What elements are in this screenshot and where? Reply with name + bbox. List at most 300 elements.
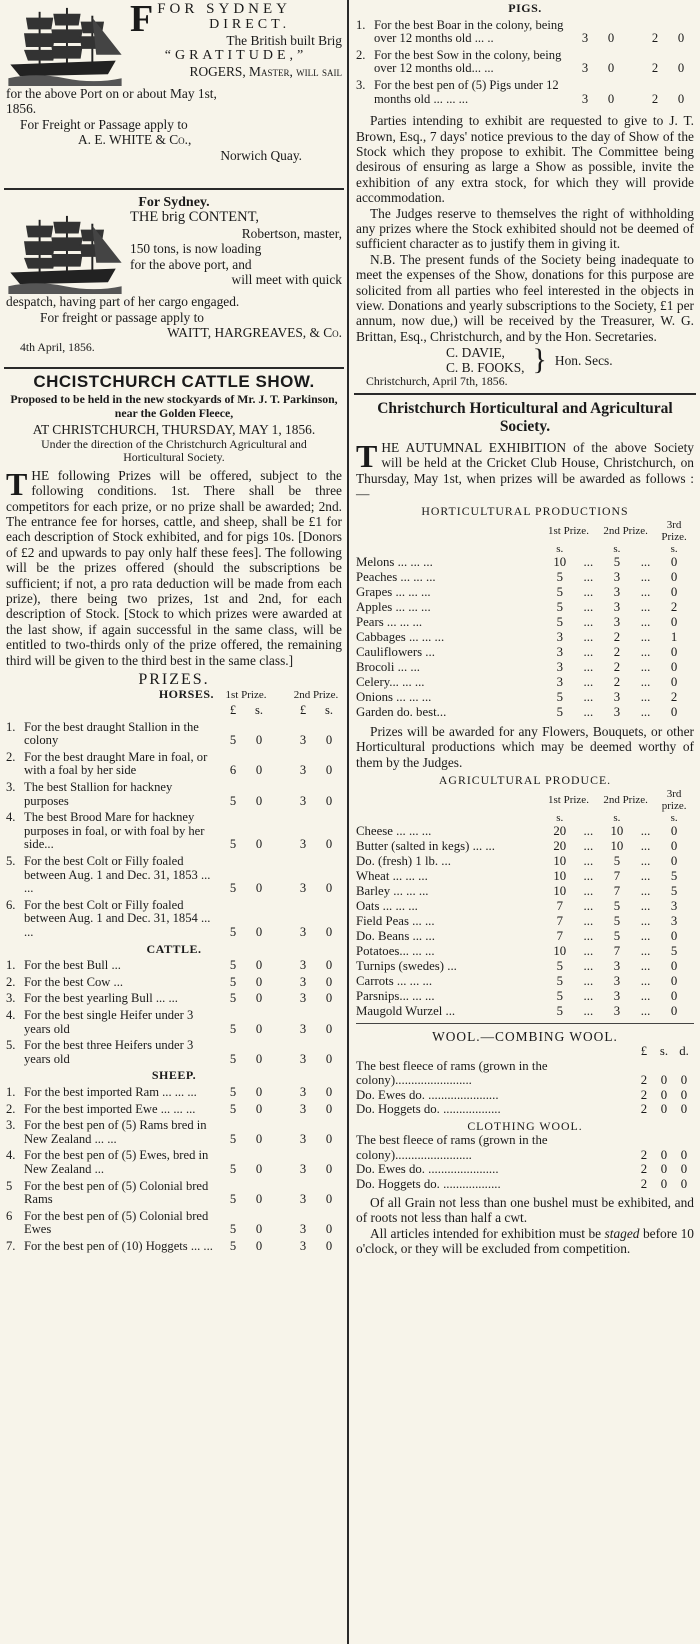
first-shillings: 0 (255, 1238, 263, 1253)
prize-description: For the best imported Ram ... ... ... (24, 1084, 197, 1099)
item-name: Parsnips... ... ... (356, 988, 435, 1003)
pounds: 2 (640, 1087, 648, 1102)
drop-cap-f: F (130, 0, 154, 40)
exhibit-paragraph: Parties intending to exhibit are requested to give to J. T. Brown, Esq., 7 days' notice previous to the day of Show of the Stock which they propose to exhibit. The Committee being desirous of ensuring as large a Show as possible, invite the exhibition of any extra stock, for which they will provide accommodation. (356, 113, 694, 206)
first-pounds: 5 (229, 1161, 237, 1176)
first-pounds: 5 (229, 1084, 237, 1099)
ad2-agent: WAITT, HARGREAVES, & Co. (167, 325, 342, 341)
cattle-show-when: AT CHRISTCHURCH, THURSDAY, MAY 1, 1856. (32, 422, 316, 438)
third-prize: 5 (670, 883, 678, 898)
sheep-prize-row (6, 1103, 342, 1120)
prize-description: The best Stallion for hackney purposes (24, 780, 173, 808)
sheep-prize-row (6, 1210, 342, 1240)
ad1-line5: for the above Port on or about May 1st, (6, 86, 217, 101)
second-shillings: 0 (325, 1101, 333, 1116)
horses-heading: HORSES. (158, 686, 214, 701)
item-name: Field Peas ... ... (356, 913, 435, 928)
ad1-agent: A. E. WHITE & Co., (78, 132, 192, 148)
grain-paragraph: Of all Grain not less than one bushel must be exhibited, and of roots not less than half a cwt. (356, 1195, 694, 1226)
first-prize: 5 (556, 569, 563, 584)
combing-list (356, 1059, 694, 1117)
second-shillings: 0 (325, 1192, 333, 1207)
second-pounds: 3 (299, 793, 307, 808)
first-shillings: 0 (255, 733, 263, 748)
second-prize: 5 (613, 928, 621, 943)
secretary-1: C. DAVIE, (446, 345, 505, 361)
prize-number: 3. (6, 1118, 16, 1133)
sheep-prize-row (6, 1180, 342, 1210)
horticultural-row: Celery... ... ... 3 ... 2 ... 0 (356, 675, 694, 690)
ad2-line6: despatch, having part of her cargo engaged. (6, 294, 240, 310)
prize-description: For the best yearling Bull ... ... (24, 991, 178, 1006)
ap-col1: 1st Prize. (548, 793, 589, 806)
ad1-line6: 1856. (6, 101, 37, 117)
horticultural-row: Melons ... ... ... 10 ... 5 ... 0 (356, 555, 694, 570)
clothing-wool-row (356, 1162, 694, 1177)
pig-prize-row (356, 19, 694, 49)
third-prize: 0 (670, 614, 678, 629)
first-prize: 7 (556, 913, 563, 928)
left-column (0, 0, 346, 1256)
second-shillings: 0 (325, 1131, 333, 1146)
first-pounds: 5 (229, 1131, 237, 1146)
prize-number: 2. (6, 1101, 16, 1116)
pig-prize-row (356, 79, 694, 109)
first-pounds: 5 (229, 837, 237, 852)
prize-number: 5. (6, 1038, 16, 1053)
horticultural-row: Cauliflowers ... 3 ... 2 ... 0 (356, 645, 694, 660)
second-pounds: 3 (299, 1161, 307, 1176)
first-shillings: 0 (607, 61, 615, 76)
third-prize: 0 (670, 644, 678, 659)
first-pounds: 5 (229, 974, 237, 989)
judges-paragraph: The Judges reserve to themselves the right of withholding any prizes where the Stock exhibited should not be deemed of sufficient character as to justify them in giving it. (356, 205, 694, 252)
right-column (350, 0, 700, 1257)
second-pounds: 3 (299, 881, 307, 896)
hp-list (356, 555, 694, 720)
second-shillings: 0 (325, 925, 333, 939)
s-label: s. (670, 811, 678, 824)
shillings: 0 (660, 1073, 668, 1087)
item-name: Carrots ... ... ... (356, 973, 433, 988)
hp-col2: 2nd Prize. (603, 524, 648, 537)
staged-text-2: before 10 o'clock, or they will be excluded from competition. (356, 1225, 694, 1257)
sheep-list (6, 1086, 342, 1257)
second-pounds: 3 (299, 763, 307, 778)
clothing-heading: CLOTHING WOOL. (467, 1118, 583, 1133)
first-prize: 5 (556, 973, 563, 988)
second-prize: 7 (613, 868, 621, 883)
third-prize: 0 (670, 554, 678, 569)
horticultural-row: Cabbages ... ... ... 3 ... 2 ... 1 (356, 630, 694, 645)
item-name: Turnips (swedes) ... (356, 958, 457, 973)
hon-secs-label: Hon. Secs. (554, 352, 613, 368)
first-shillings: 0 (255, 837, 263, 852)
ad1-ship-name: “GRATITUDE,” (164, 48, 308, 64)
prize-description: For the best Cow ... (24, 974, 123, 989)
second-shillings: 0 (325, 1222, 333, 1237)
first-shillings: 0 (607, 31, 615, 46)
first-pounds: 3 (581, 31, 589, 46)
second-prize: 3 (613, 614, 621, 629)
prize-description: For the best pen of (5) Rams bred in New Zealand ... ... (24, 1118, 207, 1146)
second-prize: 3 (613, 584, 621, 599)
item-name: Do. (fresh) 1 lb. ... (356, 853, 451, 868)
agricultural-row: Cheese ... ... ... 20 ... 10 ... 0 (356, 824, 694, 839)
horticultural-row: Pears ... ... ... 5 ... 3 ... 0 (356, 615, 694, 630)
ad2-title: For Sydney. (138, 195, 210, 210)
second-pounds: 3 (299, 1222, 307, 1237)
cattle-prize-row (6, 1009, 342, 1039)
second-pounds: 3 (299, 1192, 307, 1207)
s-label: s. (670, 542, 678, 555)
first-shillings: 0 (255, 1021, 263, 1036)
pence-symbol: d. (679, 1044, 689, 1058)
horticultural-table (356, 519, 694, 720)
horti-title: Christchurch Horticultural and Agricultural Society. (377, 399, 673, 435)
second-prize: 3 (613, 973, 621, 988)
third-prize: 3 (670, 913, 678, 928)
prize-number: 3. (6, 991, 16, 1006)
second-shillings: 0 (325, 1161, 333, 1176)
second-prize: 10 (610, 838, 624, 853)
pence: 0 (680, 1087, 688, 1102)
horse-prize-row (6, 899, 342, 943)
second-pounds: 2 (651, 91, 659, 106)
agricultural-row: Parsnips... ... ... 5 ... 3 ... 0 (356, 989, 694, 1004)
pigs-list (356, 19, 694, 110)
third-prize: 5 (670, 943, 678, 958)
sheep-prize-row (6, 1149, 342, 1179)
first-shillings: 0 (255, 793, 263, 808)
second-pounds: 3 (299, 974, 307, 989)
s-label: s. (556, 542, 564, 555)
first-pounds: 3 (581, 91, 589, 106)
second-pounds: 3 (299, 1084, 307, 1099)
shillings: 0 (660, 1087, 668, 1102)
first-pounds: 5 (229, 1238, 237, 1253)
ad1-address: Norwich Quay. (220, 147, 302, 163)
horticultural-row: Apples ... ... ... 5 ... 3 ... 2 (356, 600, 694, 615)
third-prize: 1 (670, 629, 678, 644)
prize-description: For the best draught Stallion in the colony (24, 719, 199, 748)
first-prize: 5 (556, 704, 563, 719)
nb-paragraph: N.B. The present funds of the Society being inadequate to meet the expenses of the Show, donations for this purpose are solicited from all parties who feel interested in the objects in view. Donations and yearly subscriptions to the Society, £1 per annum, now due,) will be received by the Treasurer, W. G. Brittan, Esq., Christchurch, and by the Hon. Secretaries. (356, 251, 694, 344)
third-prize: 0 (670, 838, 678, 853)
agricultural-row: Do. Beans ... ... 7 ... 5 ... 0 (356, 929, 694, 944)
advert-content (6, 195, 342, 363)
item-name: Cauliflowers ... (356, 644, 435, 659)
first-shillings: 0 (255, 974, 263, 989)
prize-description: For the best three Heifers under 3 years old (24, 1038, 194, 1066)
agricultural-table (356, 788, 694, 1019)
first-pounds: 5 (229, 793, 237, 808)
agricultural-row: Barley ... ... ... 10 ... 7 ... 5 (356, 884, 694, 899)
prize-description: For the best pen of (5) Ewes, bred in New Zealand ... (24, 1148, 209, 1176)
cattle-show-proposed: Proposed to be held in the new stockyards of Mr. J. T. Parkinson, near the Golden Fleece, (10, 392, 338, 420)
rule (356, 1023, 694, 1024)
sheep-heading: SHEEP. (151, 1068, 197, 1083)
wool-item: Do. Hoggets do. .................. (356, 1176, 501, 1191)
prize-description: For the best pen of (5) Colonial bred Ewes (24, 1208, 209, 1237)
sheep-prize-row (6, 1119, 342, 1149)
third-prize: 0 (670, 853, 678, 868)
third-prize: 0 (670, 569, 678, 584)
third-prize: 0 (670, 674, 678, 689)
first-shillings: 0 (255, 958, 263, 973)
pigs-heading: PIGS. (508, 1, 542, 15)
second-prize: 2 (613, 644, 621, 659)
item-name: Melons ... ... ... (356, 554, 433, 569)
col-first-prize: 1st Prize. (225, 689, 267, 702)
first-prize: 10 (553, 883, 567, 898)
item-name: Brocoli ... ... (356, 659, 420, 674)
item-name: Do. Beans ... ... (356, 928, 435, 943)
secretary-2: C. B. FOOKS, (446, 360, 525, 376)
second-pounds: 3 (299, 991, 307, 1006)
cattle-prize-row (6, 976, 342, 993)
pence: 0 (680, 1176, 688, 1191)
hp-heading: HORTICULTURAL PRODUCTIONS (421, 504, 629, 519)
horticultural-row: Grapes ... ... ... 5 ... 3 ... 0 (356, 585, 694, 600)
first-pounds: 3 (581, 61, 589, 76)
cattle-prize-row (6, 992, 342, 1009)
second-pounds: 3 (299, 837, 307, 852)
item-name: Celery... ... ... (356, 674, 425, 689)
agricultural-row: Do. (fresh) 1 lb. ... 10 ... 5 ... 0 (356, 854, 694, 869)
second-shillings: 0 (677, 91, 685, 106)
second-prize: 3 (613, 958, 621, 973)
third-prize: 0 (670, 958, 678, 973)
horticultural-row: Onions ... ... ... 5 ... 3 ... 2 (356, 690, 694, 705)
second-pounds: 2 (651, 31, 659, 46)
cattle-show-date: Christchurch, April 7th, 1856. (366, 374, 508, 389)
rule (354, 393, 696, 395)
first-shillings: 0 (255, 1051, 263, 1066)
first-shillings: 0 (255, 1101, 263, 1116)
second-shillings: 0 (325, 1084, 333, 1099)
ap-col2: 2nd Prize. (603, 793, 648, 806)
first-shillings: 0 (255, 881, 263, 896)
ad1-line2: DIRECT. (209, 17, 291, 33)
prize-description: For the best draught Mare in foal, or with a foal by her side (24, 749, 208, 778)
third-prize: 0 (670, 659, 678, 674)
staged-text-1: All articles intended for exhibition must be (370, 1225, 605, 1241)
horticultural-row: Peaches ... ... ... 5 ... 3 ... 0 (356, 570, 694, 585)
item-name: Peaches ... ... ... (356, 569, 436, 584)
second-shillings: 0 (325, 974, 333, 989)
second-pounds: 3 (299, 958, 307, 973)
horse-prize-row (6, 721, 342, 751)
cattle-show-notice (6, 374, 342, 1256)
first-pounds: 6 (229, 763, 237, 778)
prize-description: For the best Sow in the colony, being over 12 months old... ... (374, 47, 562, 76)
prize-table-left (6, 688, 342, 1257)
shillings: 0 (660, 1147, 668, 1162)
prizes-heading: PRIZES. (138, 671, 210, 689)
ad2-line2: Robertson, master, (241, 225, 342, 241)
prize-number: 1. (356, 17, 366, 32)
ad1-line3: The British built Brig (226, 32, 342, 48)
first-prize: 3 (556, 674, 563, 689)
second-prize: 5 (613, 853, 621, 868)
cattle-prize-row (6, 1039, 342, 1069)
horticultural-row: Garden do. best... 5 ... 3 ... 0 (356, 705, 694, 720)
column-divider (347, 0, 349, 1644)
prize-description: For the best Colt or Filly foaled between Aug. 1 and Dec. 31, 1854 ... ... (24, 897, 211, 939)
pound-symbol: £ (640, 1044, 648, 1058)
wool-item: The best fleece of rams (grown in the colony)........................ (356, 1133, 548, 1162)
prize-description: For the best pen of (5) Colonial bred Rams (24, 1178, 209, 1207)
second-prize: 2 (613, 674, 621, 689)
first-shillings: 0 (255, 1084, 263, 1099)
agricultural-row: Oats ... ... ... 7 ... 5 ... 3 (356, 899, 694, 914)
shilling-symbol: s. (254, 703, 264, 718)
agricultural-row: Field Peas ... ... 7 ... 5 ... 3 (356, 914, 694, 929)
ad2-line4: for the above port, and (130, 256, 252, 272)
prize-number: 7. (6, 1238, 16, 1253)
third-prize: 0 (670, 584, 678, 599)
second-pounds: 2 (651, 61, 659, 76)
first-pounds: 5 (229, 1051, 237, 1066)
ad1-line7: For Freight or Passage apply to (20, 116, 188, 132)
ad2-line5: will meet with quick (231, 272, 342, 288)
pounds: 2 (640, 1176, 648, 1191)
first-pounds: 5 (229, 958, 237, 973)
third-prize: 0 (670, 704, 678, 719)
s-label: s. (613, 542, 621, 555)
second-prize: 10 (610, 823, 624, 838)
second-prize: 3 (613, 1003, 621, 1018)
clothing-list (356, 1133, 694, 1191)
pence: 0 (680, 1147, 688, 1162)
ad2-line3: 150 tons, is now loading (130, 241, 262, 257)
second-prize: 3 (613, 988, 621, 1003)
rule (4, 188, 344, 190)
shillings: 0 (660, 1176, 668, 1191)
second-shillings: 0 (325, 793, 333, 808)
second-shillings: 0 (325, 1051, 333, 1066)
ad2-line1: THE brig CONTENT, (130, 209, 259, 226)
pig-prize-row (356, 49, 694, 79)
drop-cap-t: T (6, 465, 28, 502)
first-prize: 5 (556, 958, 563, 973)
prize-number: 2. (6, 749, 16, 764)
prize-number: 6 (6, 1208, 13, 1223)
advert-gratitude (6, 2, 342, 184)
s-label: s. (613, 811, 621, 824)
third-prize: 2 (670, 599, 678, 614)
first-prize: 5 (556, 599, 563, 614)
agricultural-row: Turnips (swedes) ... 5 ... 3 ... 0 (356, 959, 694, 974)
first-shillings: 0 (255, 925, 263, 939)
cattle-show-direction: Under the direction of the Christchurch Agricultural and Horticultural Society. (41, 436, 307, 465)
first-shillings: 0 (255, 1192, 263, 1207)
prize-number: 5 (6, 1178, 13, 1193)
horses-list (6, 721, 342, 943)
first-pounds: 5 (229, 881, 237, 896)
pence: 0 (680, 1102, 688, 1116)
horti-intro: HE AUTUMNAL EXHIBITION of the above Society will be held at the Cricket Club House, Christchurch, on Thursday, May 1st, when prizes will be awarded as follows :— (356, 439, 694, 501)
wool-item: Do. Ewes do. ...................... (356, 1162, 499, 1176)
second-shillings: 0 (325, 733, 333, 748)
third-prize: 0 (670, 928, 678, 943)
s-label: s. (556, 811, 564, 824)
shilling-symbol: s. (324, 703, 334, 718)
pound-symbol: £ (229, 703, 237, 718)
shillings: 0 (660, 1102, 668, 1116)
wool-heading: WOOL.—COMBING WOOL. (432, 1028, 618, 1044)
prize-table-pigs (356, 2, 694, 109)
first-pounds: 5 (229, 1222, 237, 1237)
second-pounds: 3 (299, 733, 307, 748)
item-name: Maugold Wurzel ... (356, 1003, 456, 1018)
first-shillings: 0 (255, 1131, 263, 1146)
second-prize: 3 (613, 599, 621, 614)
second-shillings: 0 (325, 763, 333, 778)
second-pounds: 3 (299, 1051, 307, 1066)
cattle-heading: CATTLE. (146, 941, 202, 956)
second-shillings: 0 (325, 837, 333, 852)
first-pounds: 5 (229, 925, 237, 939)
first-pounds: 5 (229, 733, 237, 748)
first-pounds: 5 (229, 1101, 237, 1116)
second-prize: 5 (613, 554, 621, 569)
horse-prize-row (6, 855, 342, 899)
sheep-prize-row (6, 1086, 342, 1103)
prize-number: 5. (6, 854, 16, 869)
prize-number: 6. (6, 897, 16, 912)
col-second-prize: 2nd Prize. (293, 689, 339, 702)
first-prize: 5 (556, 614, 563, 629)
second-prize: 7 (613, 883, 621, 898)
wool-item: Do. Ewes do. ...................... (356, 1087, 499, 1102)
prize-number: 2. (356, 47, 366, 62)
cattle-show-title: CHCISTCHURCH CATTLE SHOW. (33, 372, 315, 391)
agricultural-row: Wheat ... ... ... 10 ... 7 ... 5 (356, 869, 694, 884)
horse-prize-row (6, 781, 342, 811)
pence: 0 (680, 1073, 688, 1087)
ad1-line1: FOR SYDNEY (157, 1, 291, 17)
first-prize: 5 (556, 988, 563, 1003)
second-prize: 3 (613, 689, 621, 704)
pound-symbol: £ (299, 703, 307, 718)
combing-wool-row (356, 1088, 694, 1103)
item-name: Barley ... ... ... (356, 883, 429, 898)
item-name: Grapes ... ... ... (356, 584, 431, 599)
prize-number: 4. (6, 810, 16, 825)
second-pounds: 3 (299, 1238, 307, 1253)
combing-wool-table (356, 1044, 694, 1117)
first-pounds: 5 (229, 1021, 237, 1036)
agricultural-row: Carrots ... ... ... 5 ... 3 ... 0 (356, 974, 694, 989)
second-pounds: 3 (299, 1131, 307, 1146)
first-prize: 3 (556, 659, 563, 674)
third-prize: 3 (670, 898, 678, 913)
agricultural-row: Butter (salted in kegs) ... ... 20 ... 10 ... 0 (356, 839, 694, 854)
pounds: 2 (640, 1162, 648, 1176)
third-prize: 0 (670, 1003, 678, 1018)
item-name: Potatoes... ... ... (356, 943, 435, 958)
first-prize: 5 (556, 689, 563, 704)
secretaries-signature: C. DAVIE, C. B. FOOKS, } Hon. Secs. (446, 343, 613, 377)
prize-description: For the best pen of (5) Pigs under 12 months old ... ... ... (374, 77, 559, 106)
prize-number: 2. (6, 974, 16, 989)
first-prize: 10 (553, 868, 567, 883)
cattle-show-body: HE following Prizes will be offered, subject to the following conditions. 1st. There shall be three competitors for each prize, or no prize shall be awarded; 2nd. The entrance fee for horses, cattle, and sheep, shall be £1 for each description of Stock exhibited, and for pigs 10s. [Donors of £2 and upwards to pay only half these fees]. The following will be the prizes offered (should the subscriptions be sufficient; if not, a pro rata deduction will be made from each prize), there being two prizes, 1st and 2nd, for each description of Stock. [Stock to which prizes were awarded at the last show, if again successful in the same class, will be entitled to two-thirds only of the prize offered, the remaining third will be given to the third best in the same class.] (6, 467, 342, 668)
second-shillings: 0 (325, 1238, 333, 1253)
item-name: Wheat ... ... ... (356, 868, 428, 883)
